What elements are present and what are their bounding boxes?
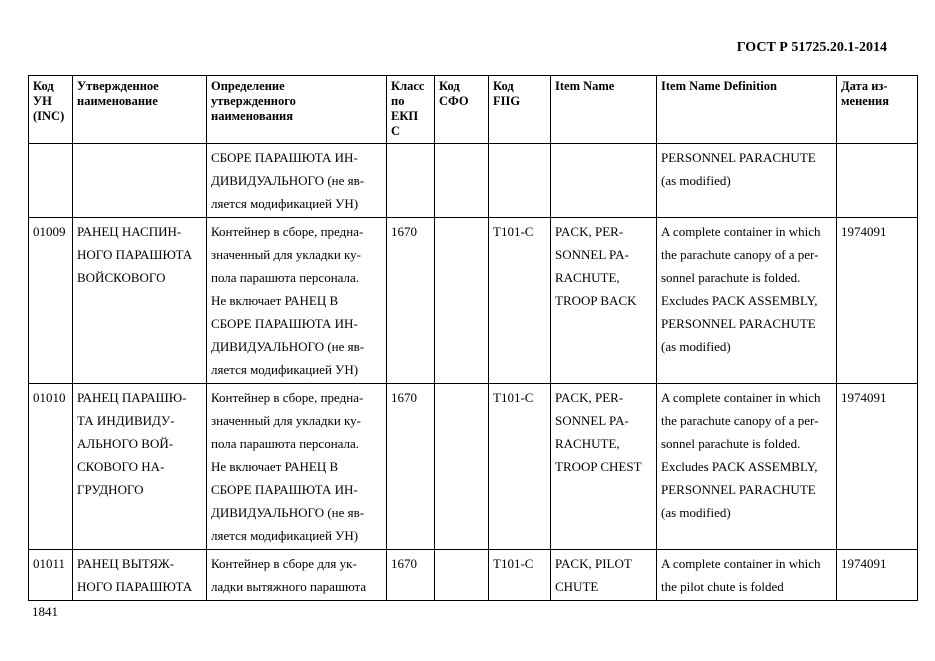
cell-line: sonnel parachute is folded. — [661, 436, 801, 451]
cell-line: TROOP CHEST — [555, 459, 642, 474]
cell-inc-code — [29, 218, 73, 384]
column-header-inc-code — [29, 76, 73, 144]
cell-line: С — [391, 124, 401, 138]
cell-line: менения — [841, 94, 889, 108]
cell-sfo-code — [435, 144, 489, 218]
cell-line: (INC) — [33, 109, 65, 123]
cell-line: (as modified) — [661, 505, 731, 520]
table-row — [29, 144, 918, 218]
cell-line: PACK, PILOT — [555, 556, 632, 571]
cell-line: (as modified) — [661, 173, 731, 188]
cell-change-date — [837, 384, 918, 550]
cell-line: Item Name Definition — [661, 79, 777, 93]
column-header-approved-name — [73, 76, 207, 144]
cell-name-definition — [207, 144, 387, 218]
cell-line: УН — [33, 94, 52, 108]
cell-approved-name — [73, 550, 207, 601]
cell-line: CHUTE — [555, 579, 599, 594]
cell-line: T101-C — [493, 224, 534, 239]
document-standard-number: ГОСТ Р 51725.20.1-2014 — [736, 40, 887, 55]
cell-line: T101-C — [493, 556, 534, 571]
cell-line: T101-C — [493, 390, 534, 405]
cell-line: A complete container in which — [661, 390, 821, 405]
cell-line: the parachute canopy of a per- — [661, 247, 819, 262]
cell-line: ляется модификацией УН) — [211, 528, 359, 543]
cell-line: ляется модификацией УН) — [211, 196, 359, 211]
cell-line: ладки вытяжного парашюта — [211, 579, 367, 594]
cell-line: 1974091 — [841, 224, 887, 239]
cell-line: РАНЕЦ НАСПИН- — [77, 224, 182, 239]
cell-line: ДИВИДУАЛЬНОГО (не яв- — [211, 339, 365, 354]
cell-item-name — [551, 550, 657, 601]
cell-line: ГРУДНОГО — [77, 482, 144, 497]
cell-line: Excludes PACK ASSEMBLY, — [661, 293, 818, 308]
cell-line: the parachute canopy of a per- — [661, 413, 819, 428]
cell-line: RACHUTE, — [555, 436, 620, 451]
cell-line: 1670 — [391, 224, 417, 239]
cell-line: СБОРЕ ПАРАШЮТА ИН- — [211, 482, 358, 497]
cell-line: ДИВИДУАЛЬНОГО (не яв- — [211, 173, 365, 188]
cell-line: 1974091 — [841, 390, 887, 405]
table-body — [29, 144, 918, 601]
cell-approved-name — [73, 218, 207, 384]
cell-line: SONNEL PA- — [555, 413, 629, 428]
column-header-class — [387, 76, 435, 144]
cell-item-name — [551, 144, 657, 218]
cell-line: пола парашюта персонала. — [211, 270, 360, 285]
cell-line: Определение — [211, 79, 285, 93]
cell-item-name — [551, 384, 657, 550]
cell-line: НОГО ПАРАШЮТА — [77, 579, 193, 594]
cell-line: пола парашюта персонала. — [211, 436, 360, 451]
column-header-item-name — [551, 76, 657, 144]
column-header-name-definition — [207, 76, 387, 144]
cell-line: ТА ИНДИВИДУ- — [77, 413, 175, 428]
cell-line: Контейнер в сборе, предна- — [211, 390, 364, 405]
cell-line: ЕКП — [391, 109, 419, 123]
cell-item-name-definition — [657, 384, 837, 550]
column-header-item-name-definition — [657, 76, 837, 144]
cell-line: the pilot chute is folded — [661, 579, 784, 594]
cell-line: Контейнер в сборе для ук- — [211, 556, 357, 571]
cell-line: A complete container in which — [661, 556, 821, 571]
cell-line: PERSONNEL PARACHUTE — [661, 150, 816, 165]
cell-line: SONNEL PA- — [555, 247, 629, 262]
cell-line: FIIG — [493, 94, 521, 108]
cell-line: PERSONNEL PARACHUTE — [661, 316, 816, 331]
cell-line: наименования — [211, 109, 294, 123]
cell-change-date — [837, 218, 918, 384]
column-header-change-date — [837, 76, 918, 144]
cell-class — [387, 218, 435, 384]
cell-line: Не включает РАНЕЦ В — [211, 293, 339, 308]
table-row — [29, 384, 918, 550]
cell-line: 1974091 — [841, 556, 887, 571]
cell-line: Код — [33, 79, 54, 93]
cell-line: PACK, PER- — [555, 390, 624, 405]
cell-line: наименование — [77, 94, 158, 108]
cell-line: 01011 — [33, 556, 66, 571]
cell-line: RACHUTE, — [555, 270, 620, 285]
cell-item-name-definition — [657, 550, 837, 601]
cell-line: PERSONNEL PARACHUTE — [661, 482, 816, 497]
column-header-fiig-code — [489, 76, 551, 144]
cell-line: Утвержденное — [77, 79, 159, 93]
cell-class — [387, 384, 435, 550]
cell-line: TROOP BACK — [555, 293, 637, 308]
cell-line: значенный для укладки ку- — [211, 247, 362, 262]
cell-line: СБОРЕ ПАРАШЮТА ИН- — [211, 316, 358, 331]
cell-fiig-code — [489, 218, 551, 384]
cell-sfo-code — [435, 550, 489, 601]
cell-line: Не включает РАНЕЦ В — [211, 459, 339, 474]
cell-line: ляется модификацией УН) — [211, 362, 359, 377]
cell-line: (as modified) — [661, 339, 731, 354]
column-header-sfo-code — [435, 76, 489, 144]
cell-line: Дата из- — [841, 79, 888, 93]
cell-line: по — [391, 94, 405, 108]
cell-line: PACK, PER- — [555, 224, 624, 239]
cell-sfo-code — [435, 384, 489, 550]
cell-name-definition — [207, 384, 387, 550]
cell-sfo-code — [435, 218, 489, 384]
cell-line: РАНЕЦ ПАРАШЮ- — [77, 390, 187, 405]
cell-line: Класс — [391, 79, 425, 93]
cell-line: СБОРЕ ПАРАШЮТА ИН- — [211, 150, 358, 165]
cell-inc-code — [29, 384, 73, 550]
cell-line: 01009 — [33, 224, 66, 239]
cell-fiig-code — [489, 384, 551, 550]
cell-name-definition — [207, 550, 387, 601]
cell-line: Item Name — [555, 79, 615, 93]
cell-inc-code — [29, 144, 73, 218]
cell-change-date — [837, 144, 918, 218]
cell-line: СКОВОГО НА- — [77, 459, 165, 474]
cell-item-name-definition — [657, 144, 837, 218]
cell-approved-name — [73, 144, 207, 218]
cell-fiig-code — [489, 144, 551, 218]
cell-line: утвержденного — [211, 94, 296, 108]
cell-line: 1670 — [391, 390, 417, 405]
cell-class — [387, 550, 435, 601]
table-header-row — [29, 76, 918, 144]
cell-inc-code — [29, 550, 73, 601]
cell-line: 01010 — [33, 390, 66, 405]
cell-line: СФО — [439, 94, 469, 108]
cell-line: НОГО ПАРАШЮТА — [77, 247, 193, 262]
cell-line: РАНЕЦ ВЫТЯЖ- — [77, 556, 175, 571]
page-number: 1841 — [32, 604, 58, 619]
cell-fiig-code — [489, 550, 551, 601]
cell-change-date — [837, 550, 918, 601]
cell-approved-name — [73, 384, 207, 550]
cell-item-name — [551, 218, 657, 384]
cell-line: Excludes PACK ASSEMBLY, — [661, 459, 818, 474]
cell-line: Код — [493, 79, 514, 93]
approved-names-table — [28, 75, 918, 601]
cell-line: ДИВИДУАЛЬНОГО (не яв- — [211, 505, 365, 520]
cell-line: значенный для укладки ку- — [211, 413, 362, 428]
cell-name-definition — [207, 218, 387, 384]
cell-class — [387, 144, 435, 218]
cell-line: Контейнер в сборе, предна- — [211, 224, 364, 239]
cell-line: A complete container in which — [661, 224, 821, 239]
cell-line: Код — [439, 79, 460, 93]
cell-line: АЛЬНОГО ВОЙ- — [77, 436, 174, 451]
cell-line: ВОЙСКОВОГО — [77, 270, 166, 285]
cell-item-name-definition — [657, 218, 837, 384]
table-row — [29, 218, 918, 384]
table-row — [29, 550, 918, 601]
cell-line: 1670 — [391, 556, 417, 571]
cell-line: sonnel parachute is folded. — [661, 270, 801, 285]
